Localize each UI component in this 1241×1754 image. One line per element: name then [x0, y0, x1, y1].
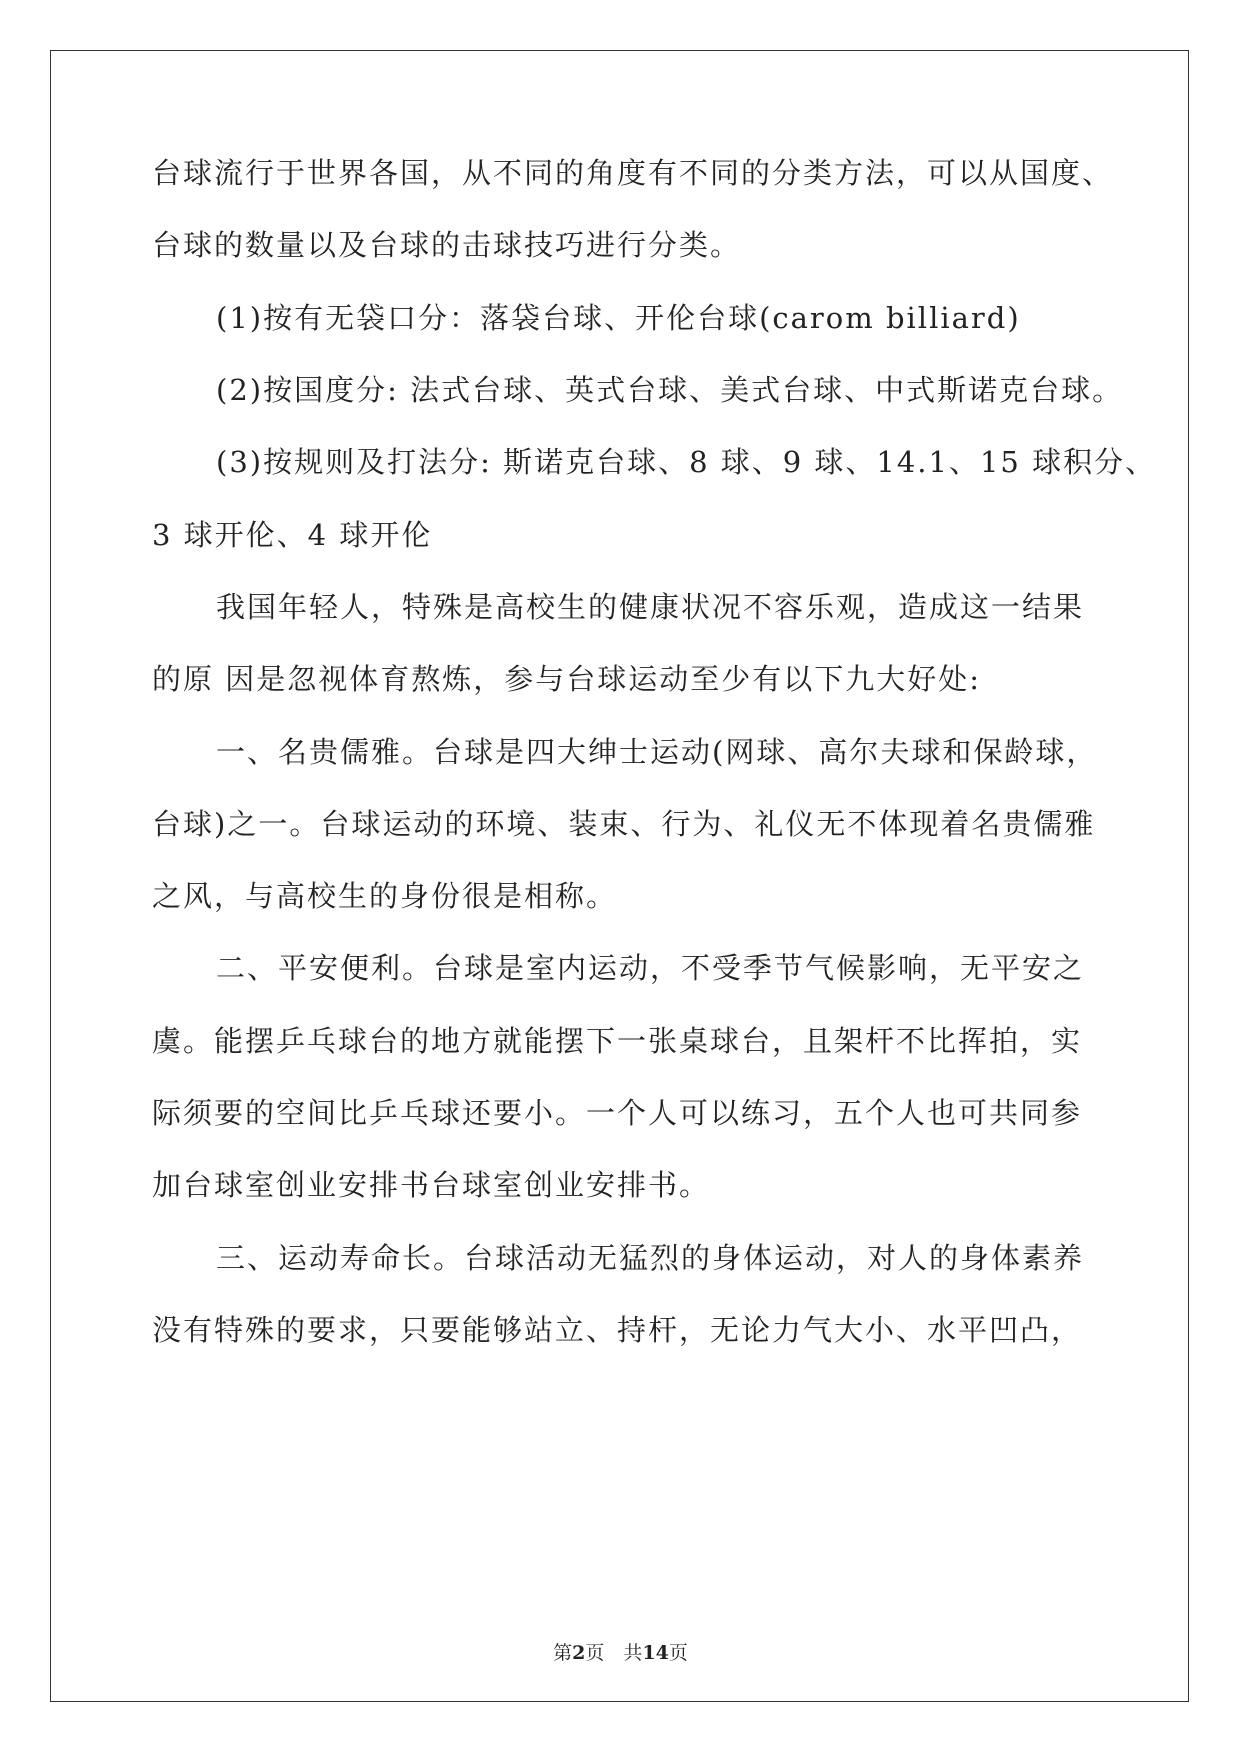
text-line: 台球)之一。台球运动的环境、装束、行为、礼仪无不体现着名贵儒雅 — [152, 807, 1096, 841]
page-footer — [0, 1638, 1241, 1665]
text-line: 际须要的空间比乒乓球还要小。一个人可以练习，五个人也可共同参 — [152, 1096, 1083, 1130]
text-line: 二、平安便利。台球是室内运动，不受季节气候影响，无平安之 — [216, 951, 1085, 985]
text-line: 台球流行于世界各国，从不同的角度有不同的分类方法，可以从国度、 — [152, 156, 1114, 190]
text-line: 3 球开伦、4 球开伦 — [152, 518, 433, 552]
text-line: (2)按国度分: 法式台球、英式台球、美式台球、中式斯诺克台球。 — [216, 373, 1124, 407]
text-line: 之风，与高校生的身份很是相称。 — [152, 879, 618, 913]
total-pages-number: 14 — [642, 1642, 669, 1664]
text-line: 台球的数量以及台球的击球技巧进行分类。 — [152, 228, 742, 262]
text-line: 加台球室创业安排书台球室创业安排书。 — [152, 1168, 711, 1202]
current-page-number: 2 — [572, 1642, 586, 1664]
footer-prefix: 第 — [553, 1642, 573, 1664]
text-line: (3)按规则及打法分: 斯诺克台球、8 球、9 球、14.1、15 球积分、 — [216, 445, 1157, 479]
text-line: 的原 因是忽视体育熬炼，参与台球运动至少有以下九大好处: — [152, 662, 981, 696]
text-line: 我国年轻人，特殊是高校生的健康状况不容乐观，造成这一结果 — [216, 590, 1085, 624]
text-line: 虞。能摆乒乓球台的地方就能摆下一张桌球台，且架杆不比挥拍，实 — [152, 1024, 1083, 1058]
text-line: 三、运动寿命长。台球活动无猛烈的身体运动，对人的身体素养 — [216, 1241, 1085, 1275]
text-line: 一、名贵儒雅。台球是四大绅士运动(网球、高尔夫球和保龄球， — [216, 735, 1098, 769]
text-line: 没有特殊的要求，只要能够站立、持杆，无论力气大小、水平凹凸， — [152, 1313, 1083, 1347]
footer-mid: 页 共 — [585, 1642, 643, 1664]
text-line: (1)按有无袋口分：落袋台球、开伦台球(carom billiard) — [216, 301, 1021, 335]
footer-suffix: 页 — [668, 1642, 688, 1664]
